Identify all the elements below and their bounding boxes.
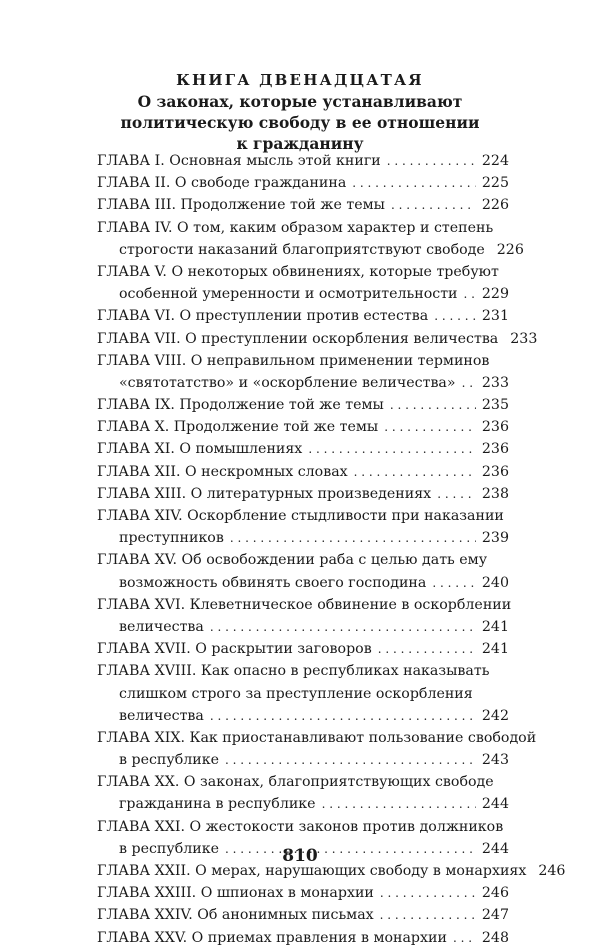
- toc-entry: [97, 305, 509, 327]
- toc-page-number: 239: [481, 530, 509, 547]
- toc-entry-title: преступников: [119, 530, 224, 547]
- toc-entry: [97, 172, 509, 194]
- toc-leader-dots: [210, 616, 476, 638]
- toc-entry-title: в республике: [119, 752, 219, 769]
- toc-page-number: 236: [481, 441, 509, 458]
- toc-leader-dots: [352, 172, 476, 194]
- toc-entry-continuation: [97, 239, 524, 261]
- toc-entry-continuation: [97, 705, 509, 727]
- toc-entry-continuation: [97, 527, 509, 549]
- toc-entry-title: ГЛАВА XXIII. О шпионах в монархии: [97, 885, 374, 902]
- section-heading: [0, 70, 600, 154]
- toc-entry: [97, 261, 509, 283]
- toc-page-number: 229: [481, 286, 509, 303]
- toc-entry-title: в республике: [119, 840, 219, 857]
- toc-page-number: 248: [481, 929, 509, 946]
- toc-entry-title: величества: [119, 618, 204, 635]
- toc-leader-dots: [384, 416, 476, 438]
- toc-entry: [97, 461, 509, 483]
- toc-page-number: 225: [481, 175, 509, 192]
- toc-entry-title: ГЛАВА XVI. Клеветническое обвинение в оскорблении: [97, 596, 512, 613]
- toc-entry-continuation: [97, 616, 509, 638]
- toc-entry-title: ГЛАВА XVIII. Как опасно в республиках наказывать: [97, 663, 490, 680]
- toc-page-number: 242: [481, 707, 509, 724]
- toc-leader-dots: [391, 194, 476, 216]
- toc-entry-title: ГЛАВА XIX. Как приостанавливают пользование свободой: [97, 729, 537, 746]
- toc-entry: [97, 549, 509, 571]
- toc-entry-title: ГЛАВА XIV. Оскорбление стыдливости при наказании: [97, 508, 504, 524]
- toc-page-number: 240: [481, 574, 509, 591]
- toc-entry: [97, 350, 509, 372]
- toc-page-number: 226: [496, 241, 524, 258]
- toc-entry: [97, 882, 509, 904]
- toc-leader-dots: [464, 283, 476, 305]
- toc-entry-title: ГЛАВА XVII. О раскрытии заговоров: [97, 641, 372, 658]
- toc-entry: [97, 594, 512, 616]
- toc-page-number: 246: [481, 885, 509, 902]
- toc-page-number: 233: [481, 374, 509, 391]
- toc-page-number: 244: [481, 796, 509, 813]
- toc-entry-title: ГЛАВА XI. О помышлениях: [97, 441, 303, 458]
- toc-page-number: 247: [481, 907, 509, 924]
- toc-page-number: 246: [538, 863, 566, 879]
- toc-leader-dots: [462, 372, 476, 394]
- toc-entry-title: ГЛАВА I. Основная мысль этой книги: [97, 153, 381, 169]
- toc-entry-title: строгости наказаний благоприятствуют свободе: [119, 241, 485, 258]
- toc-entry-title: ГЛАВА X. Продолжение той же темы: [97, 419, 379, 436]
- toc-entry-title: гражданина в республике: [119, 796, 316, 813]
- toc-entry-title: ГЛАВА XXI. О жестокости законов против должников: [97, 818, 504, 835]
- toc-entry: [97, 505, 509, 527]
- toc-entry-title: величества: [119, 707, 204, 724]
- toc-leader-dots: [230, 527, 476, 549]
- toc-entry: [97, 727, 537, 749]
- toc-entry-title: ГЛАВА III. Продолжение той же темы: [97, 197, 385, 214]
- toc-entry: [97, 416, 509, 438]
- toc-entry-title: ГЛАВА VIII. О неправильном применении терминов: [97, 352, 490, 369]
- toc-entry: [97, 904, 509, 926]
- toc-entry: [97, 816, 509, 838]
- toc-entry: [97, 660, 509, 682]
- toc-leader-dots: [432, 572, 476, 594]
- page-number: 810: [282, 846, 318, 866]
- toc-page-number: 224: [481, 153, 509, 169]
- toc-entry: [97, 150, 509, 172]
- toc-leader-dots: [380, 882, 476, 904]
- toc-page-number: 226: [481, 197, 509, 214]
- toc-entry-continuation: [97, 749, 509, 771]
- book-title: КНИГА ДВЕНАДЦАТАЯ: [176, 71, 424, 89]
- toc-page-number: 233: [510, 330, 538, 347]
- toc-entry-title: ГЛАВА VII. О преступлении оскорбления величества: [97, 330, 499, 347]
- toc-entry-continuation: [97, 372, 509, 394]
- toc-entry-title: ГЛАВА XXV. О приемах правления в монархии: [97, 929, 447, 946]
- toc-entry-title: «святотатство» и «оскорбление величества»: [119, 374, 456, 391]
- toc-page-number: 243: [481, 752, 509, 769]
- toc-entry: [97, 438, 509, 460]
- book-subtitle-line: О законах, которые устанавливают: [137, 92, 463, 111]
- toc-entry-title: ГЛАВА XXIV. Об анонимных письмах: [97, 907, 374, 924]
- toc-entry-continuation: [97, 683, 509, 705]
- toc-entry-title: ГЛАВА XV. Об освобождении раба с целью дать ему: [97, 552, 488, 569]
- toc-entry: [97, 394, 509, 416]
- toc-page-number: 236: [481, 463, 509, 480]
- toc-leader-dots: [322, 793, 476, 815]
- toc-leader-dots: [225, 749, 476, 771]
- toc-entry-title: ГЛАВА IV. О том, каким образом характер и степень: [97, 219, 494, 236]
- toc-entry: [97, 328, 538, 350]
- toc-page-number: 235: [481, 397, 509, 414]
- toc-leader-dots: [387, 150, 476, 172]
- toc-entry-title: ГЛАВА II. О свободе гражданина: [97, 175, 347, 192]
- toc-entry: [97, 771, 509, 793]
- toc-entry-title: ГЛАВА VI. О преступлении против естества: [97, 308, 429, 325]
- toc-page-number: 238: [481, 485, 509, 502]
- toc-leader-dots: [308, 438, 476, 460]
- book-subtitle-line: политическую свободу в ее отношении: [120, 113, 480, 132]
- toc-entry: [97, 217, 509, 239]
- toc-entry-continuation: [97, 283, 509, 305]
- toc-entry: [97, 927, 509, 949]
- toc-entry-title: ГЛАВА V. О некоторых обвинениях, которые требуют: [97, 263, 499, 280]
- toc-entry-continuation: [97, 793, 509, 815]
- toc-leader-dots: [437, 483, 476, 505]
- toc-leader-dots: [390, 394, 476, 416]
- book-subtitle-line: к гражданину: [236, 134, 364, 153]
- toc-entry-title: особенной умеренности и осмотрительности: [119, 286, 458, 303]
- toc-leader-dots: [380, 904, 476, 926]
- toc-page-number: 241: [481, 641, 509, 658]
- toc-entry-title: ГЛАВА XII. О нескромных словах: [97, 463, 348, 480]
- toc-leader-dots: [210, 705, 476, 727]
- toc-entry-continuation: [97, 572, 509, 594]
- toc-entry-title: ГЛАВА XX. О законах, благоприятствующих свободе: [97, 774, 494, 791]
- toc-entry-title: возможность обвинять своего господина: [119, 574, 427, 591]
- toc-entry: [97, 194, 509, 216]
- toc-page-number: 241: [481, 618, 509, 635]
- table-of-contents: [97, 150, 566, 949]
- toc-page-number: 244: [481, 840, 509, 857]
- toc-page-number: 231: [481, 308, 509, 325]
- toc-entry: [97, 638, 509, 660]
- toc-entry-title: ГЛАВА XIII. О литературных произведениях: [97, 485, 432, 502]
- toc-entry-title: ГЛАВА XXII. О мерах, нарушающих свободу в монархиях: [97, 863, 527, 879]
- toc-page-number: 236: [481, 419, 509, 436]
- toc-leader-dots: [378, 638, 476, 660]
- toc-entry: [97, 483, 509, 505]
- toc-leader-dots: [453, 927, 476, 949]
- toc-entry-title: слишком строго за преступление оскорбления: [119, 685, 473, 702]
- toc-leader-dots: [354, 461, 476, 483]
- toc-leader-dots: [434, 305, 476, 327]
- toc-entry-title: ГЛАВА IX. Продолжение той же темы: [97, 397, 384, 414]
